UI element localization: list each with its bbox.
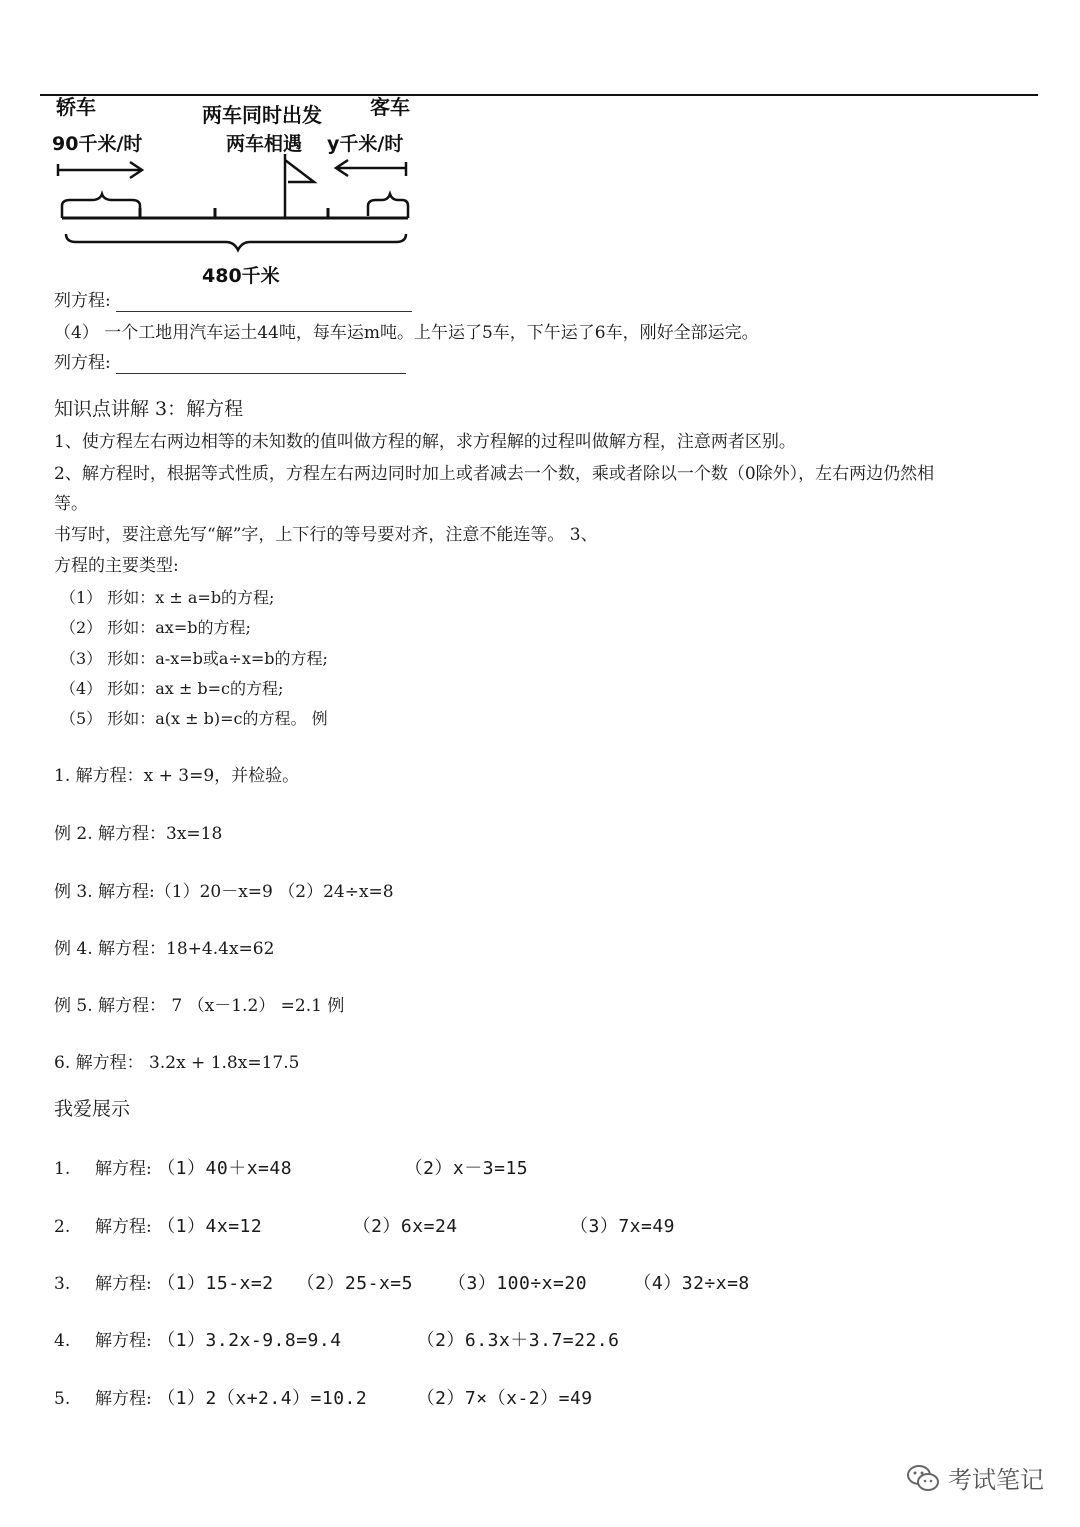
exercise-part: （1）15-x=2 bbox=[157, 1273, 274, 1294]
left-speed-label: 90千米/时 bbox=[52, 133, 143, 155]
start-label: 两车同时出发 bbox=[202, 103, 322, 127]
example-2: 例 2. 解方程：3x=18 bbox=[54, 824, 223, 844]
example-1: 1. 解方程：x + 3=9，并检验。 bbox=[54, 766, 300, 786]
exercise-part: （2）6x=24 bbox=[352, 1216, 458, 1237]
type-1: （1） 形如：x ± a=b的方程; bbox=[60, 588, 275, 607]
left-brace bbox=[62, 194, 140, 218]
exercise-part: （4）32÷x=8 bbox=[633, 1273, 750, 1294]
right-vehicle-label: 客车 bbox=[370, 95, 410, 119]
total-distance-label: 480千米 bbox=[202, 265, 280, 287]
flag-icon bbox=[285, 154, 314, 218]
equation-label-1: 列方程: bbox=[54, 291, 111, 311]
meet-label: 两车相遇 bbox=[226, 133, 303, 155]
example-6: 6. 解方程： 3.2x + 1.8x=17.5 bbox=[54, 1053, 300, 1073]
example-5: 例 5. 解方程： 7 （x－1.2） =2.1 例 bbox=[54, 996, 345, 1016]
right-arrow-icon bbox=[58, 162, 142, 178]
right-speed-label: y千米/时 bbox=[327, 133, 404, 155]
meeting-diagram bbox=[40, 92, 440, 292]
point-1: 1、使方程左右两边相等的未知数的值叫做方程的解，求方程解的过程叫做解方程，注意两者区别。 bbox=[54, 432, 796, 452]
exercise-label: 解方程: bbox=[95, 1217, 152, 1237]
example-4: 例 4. 解方程：18+4.4x=62 bbox=[54, 939, 275, 959]
exercise-part: （2）7×（x-2）=49 bbox=[416, 1388, 593, 1409]
point-2: 2、解方程时，根据等式性质，方程左右两边同时加上或者减去一个数，乘或者除以一个数（0除外），左右两边仍然相 bbox=[54, 464, 935, 484]
exercise-part: （2）x－3=15 bbox=[404, 1158, 529, 1179]
exercise-label: 解方程: bbox=[95, 1274, 152, 1294]
exercise-number: 4. bbox=[54, 1331, 71, 1351]
exercise-label: 解方程: bbox=[95, 1389, 152, 1409]
type-4: （4） 形如：ax ± b=c的方程; bbox=[60, 679, 284, 698]
left-arrow-icon bbox=[336, 160, 406, 176]
type-2: （2） 形如：ax=b的方程; bbox=[60, 618, 251, 637]
exercise-1 bbox=[54, 1158, 528, 1180]
exercise-4 bbox=[54, 1330, 619, 1352]
answer-blank-2[interactable] bbox=[116, 355, 406, 374]
wechat-icon bbox=[906, 1463, 940, 1493]
exercise-2 bbox=[54, 1216, 675, 1238]
exercise-part: （1）3.2x-9.8=9.4 bbox=[157, 1330, 342, 1351]
exercise-number: 3. bbox=[54, 1274, 71, 1294]
watermark bbox=[906, 1460, 1044, 1495]
section-title: 知识点讲解 3：解方程 bbox=[54, 398, 244, 420]
answer-blank-1[interactable] bbox=[116, 293, 412, 312]
exercise-part: （1）2（x+2.4）=10.2 bbox=[157, 1388, 368, 1409]
type-5: （5） 形如：a(x ± b)=c的方程。 例 bbox=[60, 709, 328, 728]
show-title: 我爱展示 bbox=[54, 1098, 131, 1120]
exercise-part: （1）40＋x=48 bbox=[157, 1158, 293, 1179]
types-heading: 方程的主要类型: bbox=[54, 556, 179, 576]
road-line bbox=[62, 208, 408, 218]
exercise-3 bbox=[54, 1273, 750, 1295]
type-3: （3） 形如：a-x=b或a÷x=b的方程; bbox=[60, 649, 328, 668]
exercise-part: （1）4x=12 bbox=[157, 1216, 263, 1237]
exercise-label: 解方程: bbox=[95, 1159, 152, 1179]
left-vehicle-label: 轿车 bbox=[56, 95, 96, 119]
exercise-part: （2）25-x=5 bbox=[296, 1273, 413, 1294]
problem-4: （4） 一个工地用汽车运土44吨，每车运m吨。上午运了5车，下午运了6车，刚好全部运完。 bbox=[54, 323, 759, 343]
exercise-5 bbox=[54, 1388, 593, 1410]
equation-line-1 bbox=[54, 290, 412, 312]
total-brace bbox=[66, 234, 406, 250]
point-writing-note: 书写时，要注意先写“解”字，上下行的等号要对齐，注意不能连等。 3、 bbox=[54, 525, 598, 545]
exercise-part: （2）6.3x＋3.7=22.6 bbox=[416, 1330, 620, 1351]
exercise-label: 解方程: bbox=[95, 1331, 152, 1351]
exercise-part: （3）7x=49 bbox=[570, 1216, 676, 1237]
equation-label-2: 列方程: bbox=[54, 353, 111, 373]
exercise-part: （3）100÷x=20 bbox=[448, 1273, 588, 1294]
right-brace bbox=[368, 194, 408, 218]
watermark-text: 考试笔记 bbox=[948, 1466, 1044, 1494]
point-2-continued: 等。 bbox=[54, 494, 88, 514]
exercise-number: 5. bbox=[54, 1389, 71, 1409]
exercise-number: 2. bbox=[54, 1217, 71, 1237]
exercise-number: 1. bbox=[54, 1159, 71, 1179]
example-3: 例 3. 解方程:（1）20－x=9 （2）24÷x=8 bbox=[54, 882, 394, 902]
equation-line-2 bbox=[54, 352, 406, 374]
